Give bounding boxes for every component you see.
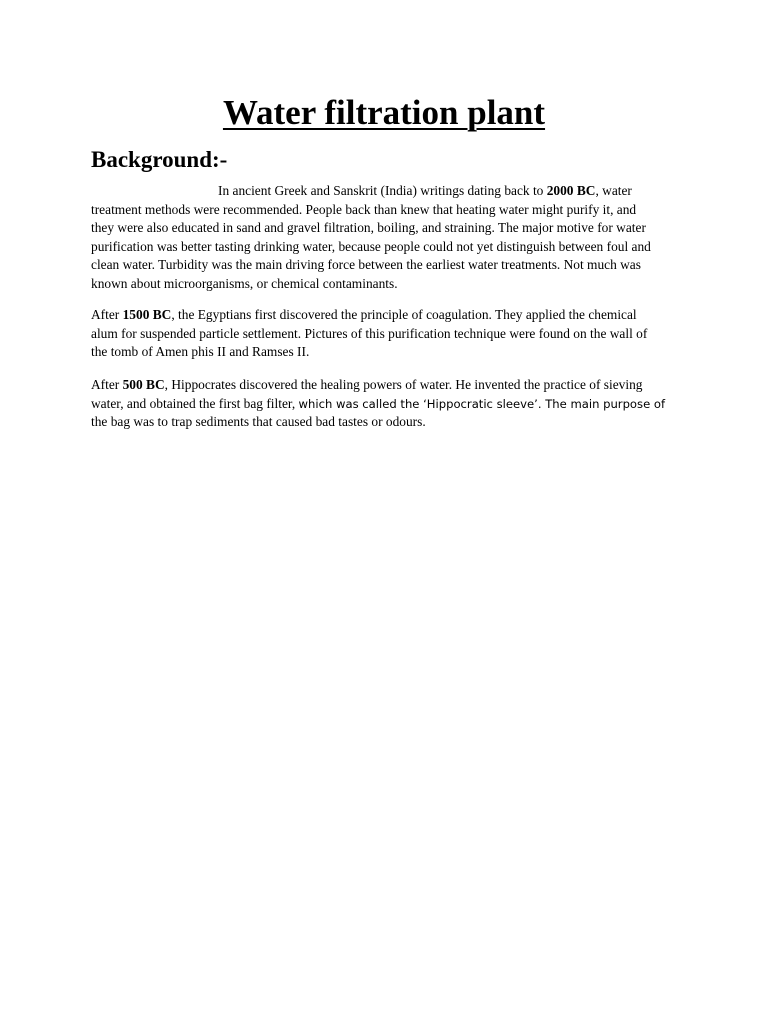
- text-run: In ancient Greek and Sanskrit (India) writings dating back to: [218, 183, 547, 198]
- paragraph-egyptians: [91, 306, 681, 362]
- section-heading-background: Background:-: [91, 147, 228, 172]
- date-bold: 1500 BC: [122, 307, 172, 322]
- paragraph-line: [91, 182, 681, 201]
- paragraph-line: [91, 376, 681, 395]
- document-title: Water filtration plant: [222, 93, 546, 132]
- paragraph-hippocrates: [91, 376, 681, 432]
- text-run: water, and obtained the first bag filter,: [91, 395, 299, 411]
- paragraph-line: treatment methods were recommended. People back than knew that heating water might purify it, and: [91, 201, 637, 217]
- paragraph-line: the bag was to trap sediments that caused bad tastes or odours.: [91, 414, 426, 430]
- text-run: , the Egyptians first discovered the principle of coagulation. They applied the chemical: [171, 307, 637, 322]
- text-run: After: [91, 377, 123, 392]
- paragraph-line: they were also educated in sand and gravel filtration, boiling, and straining. The major motive for water: [91, 220, 646, 236]
- paragraph-line: [91, 306, 681, 325]
- text-run: , water: [595, 183, 632, 198]
- text-run: After: [91, 307, 123, 322]
- date-bold: 2000 BC: [546, 183, 596, 198]
- text-run-sans: which was called the ‘Hippocratic sleeve’. The main purpose of: [298, 396, 666, 411]
- paragraph-ancient-history: [91, 182, 681, 294]
- paragraph-line: alum for suspended particle settlement. Pictures of this purification technique were found on the wall of: [91, 325, 648, 341]
- text-run: , Hippocrates discovered the healing powers of water. He invented the practice of sieving: [164, 377, 643, 392]
- paragraph-line: [91, 395, 681, 414]
- date-bold: 500 BC: [122, 377, 165, 392]
- paragraph-line: clean water. Turbidity was the main driving force between the earliest water treatments. Not much was: [91, 257, 641, 273]
- paragraph-line: known about microorganisms, or chemical contaminants.: [91, 275, 398, 291]
- paragraph-line: purification was better tasting drinking water, because people could not yet distinguish between foul and: [91, 238, 651, 254]
- paragraph-line: the tomb of Amen phis II and Ramses II.: [91, 344, 310, 360]
